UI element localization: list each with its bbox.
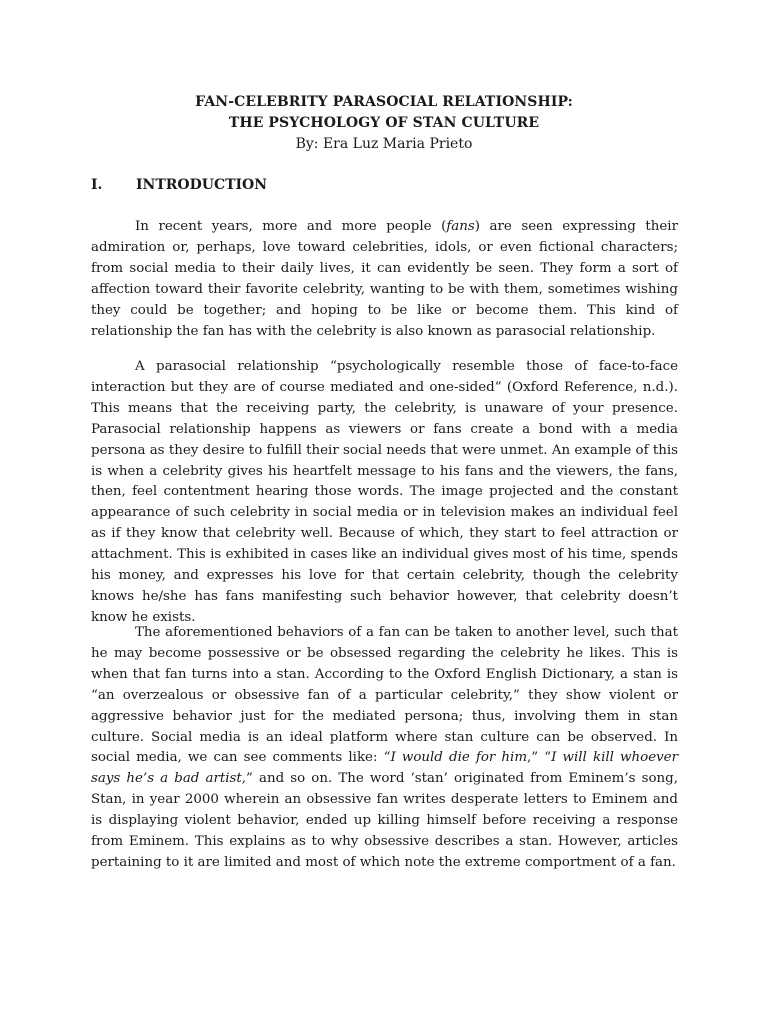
paragraph-1: [91, 217, 678, 342]
title-block: [0, 92, 768, 155]
paragraph-1-part-a: In recent years, more and more people (: [135, 219, 447, 234]
paragraph-3-part-a: The aforementioned behaviors of a fan can be taken to another level, such that he may become possessive or be obsessed regarding the celebrity he likes. This is when that fan turns into a stan. According to the Oxford English Dictionary, a stan is “an overzealous or obsessive fan of a particular celebrity,” they show violent or aggressive behavior just for the mediated persona; thus, involving them in stan culture. Social media is an ideal platform where stan culture can be observed. In social media, we can see comments like: “: [91, 625, 678, 766]
document-title-line-2: THE PSYCHOLOGY OF STAN CULTURE: [228, 115, 540, 131]
paragraph-2-text: A parasocial relationship “psychologically resemble those of face-to-face interaction but they are of course mediated and one-sided” (Oxford Reference, n.d.). This means that the receiving party, the celebrity, is unaware of your presence. Parasocial relationship happens as viewers or fans create a bond with a media persona as they desire to fulfill their social needs that were unmet. An example of this is when a celebrity gives his heartfelt message to his fans and the viewers, the fans, then, feel contentment hearing those words. The image projected and the constant appearance of such celebrity in social media or in television makes an individual feel as if they know that celebrity well. Because of which, they start to feel attraction or attachment. This is exhibited in cases like an individual gives most of his time, spends his money, and expresses his love for that certain celebrity, though the celebrity knows he/she has fans manifesting such behavior however, that celebrity doesn’t know he exists.: [91, 359, 678, 625]
document-title-line-1: FAN-CELEBRITY PARASOCIAL RELATIONSHIP:: [195, 94, 573, 110]
paragraph-1-text: [91, 217, 678, 342]
paragraph-3: [91, 623, 678, 874]
paragraph-2: [91, 357, 678, 629]
paragraph-3-part-c: ,” and so on. The word ‘stan’ originated from Eminem’s song, Stan, in year 2000 wherein an obsessive fan writes desperate letters to Eminem and is displaying violent behavior, ended up killing himself before receiving a response from Eminem. This explains as to why obsessive describes a stan. However, articles pertaining to it are limited and most of which note the extreme comportment of a fan.: [91, 771, 678, 870]
paragraph-3-part-b: ,” “: [527, 750, 552, 766]
section-heading: [91, 175, 691, 196]
paragraph-3-italic-quote-1: I would die for him: [390, 750, 528, 766]
paragraph-1-italic-fans: fans: [446, 219, 475, 234]
paragraph-1-part-b: ) are seen expressing their admiration or, perhaps, love toward celebrities, idols, or even fictional characters; from social media to their daily lives, it can evidently be seen. They form a sort of affection toward their favorite celebrity, wanting to be with them, sometimes wishing they could be together; and hoping to be like or become them. This kind of relationship the fan has with the celebrity is also known as parasocial relationship.: [91, 219, 678, 339]
paragraph-3-italic-quote-2: I will kill whoever says he’s a bad artist: [91, 750, 679, 787]
paragraph-3-text: [91, 623, 678, 874]
author-byline: By: Era Luz Maria Prieto: [295, 136, 473, 152]
section-title: INTRODUCTION: [136, 177, 268, 193]
section-number: I.: [91, 177, 103, 193]
